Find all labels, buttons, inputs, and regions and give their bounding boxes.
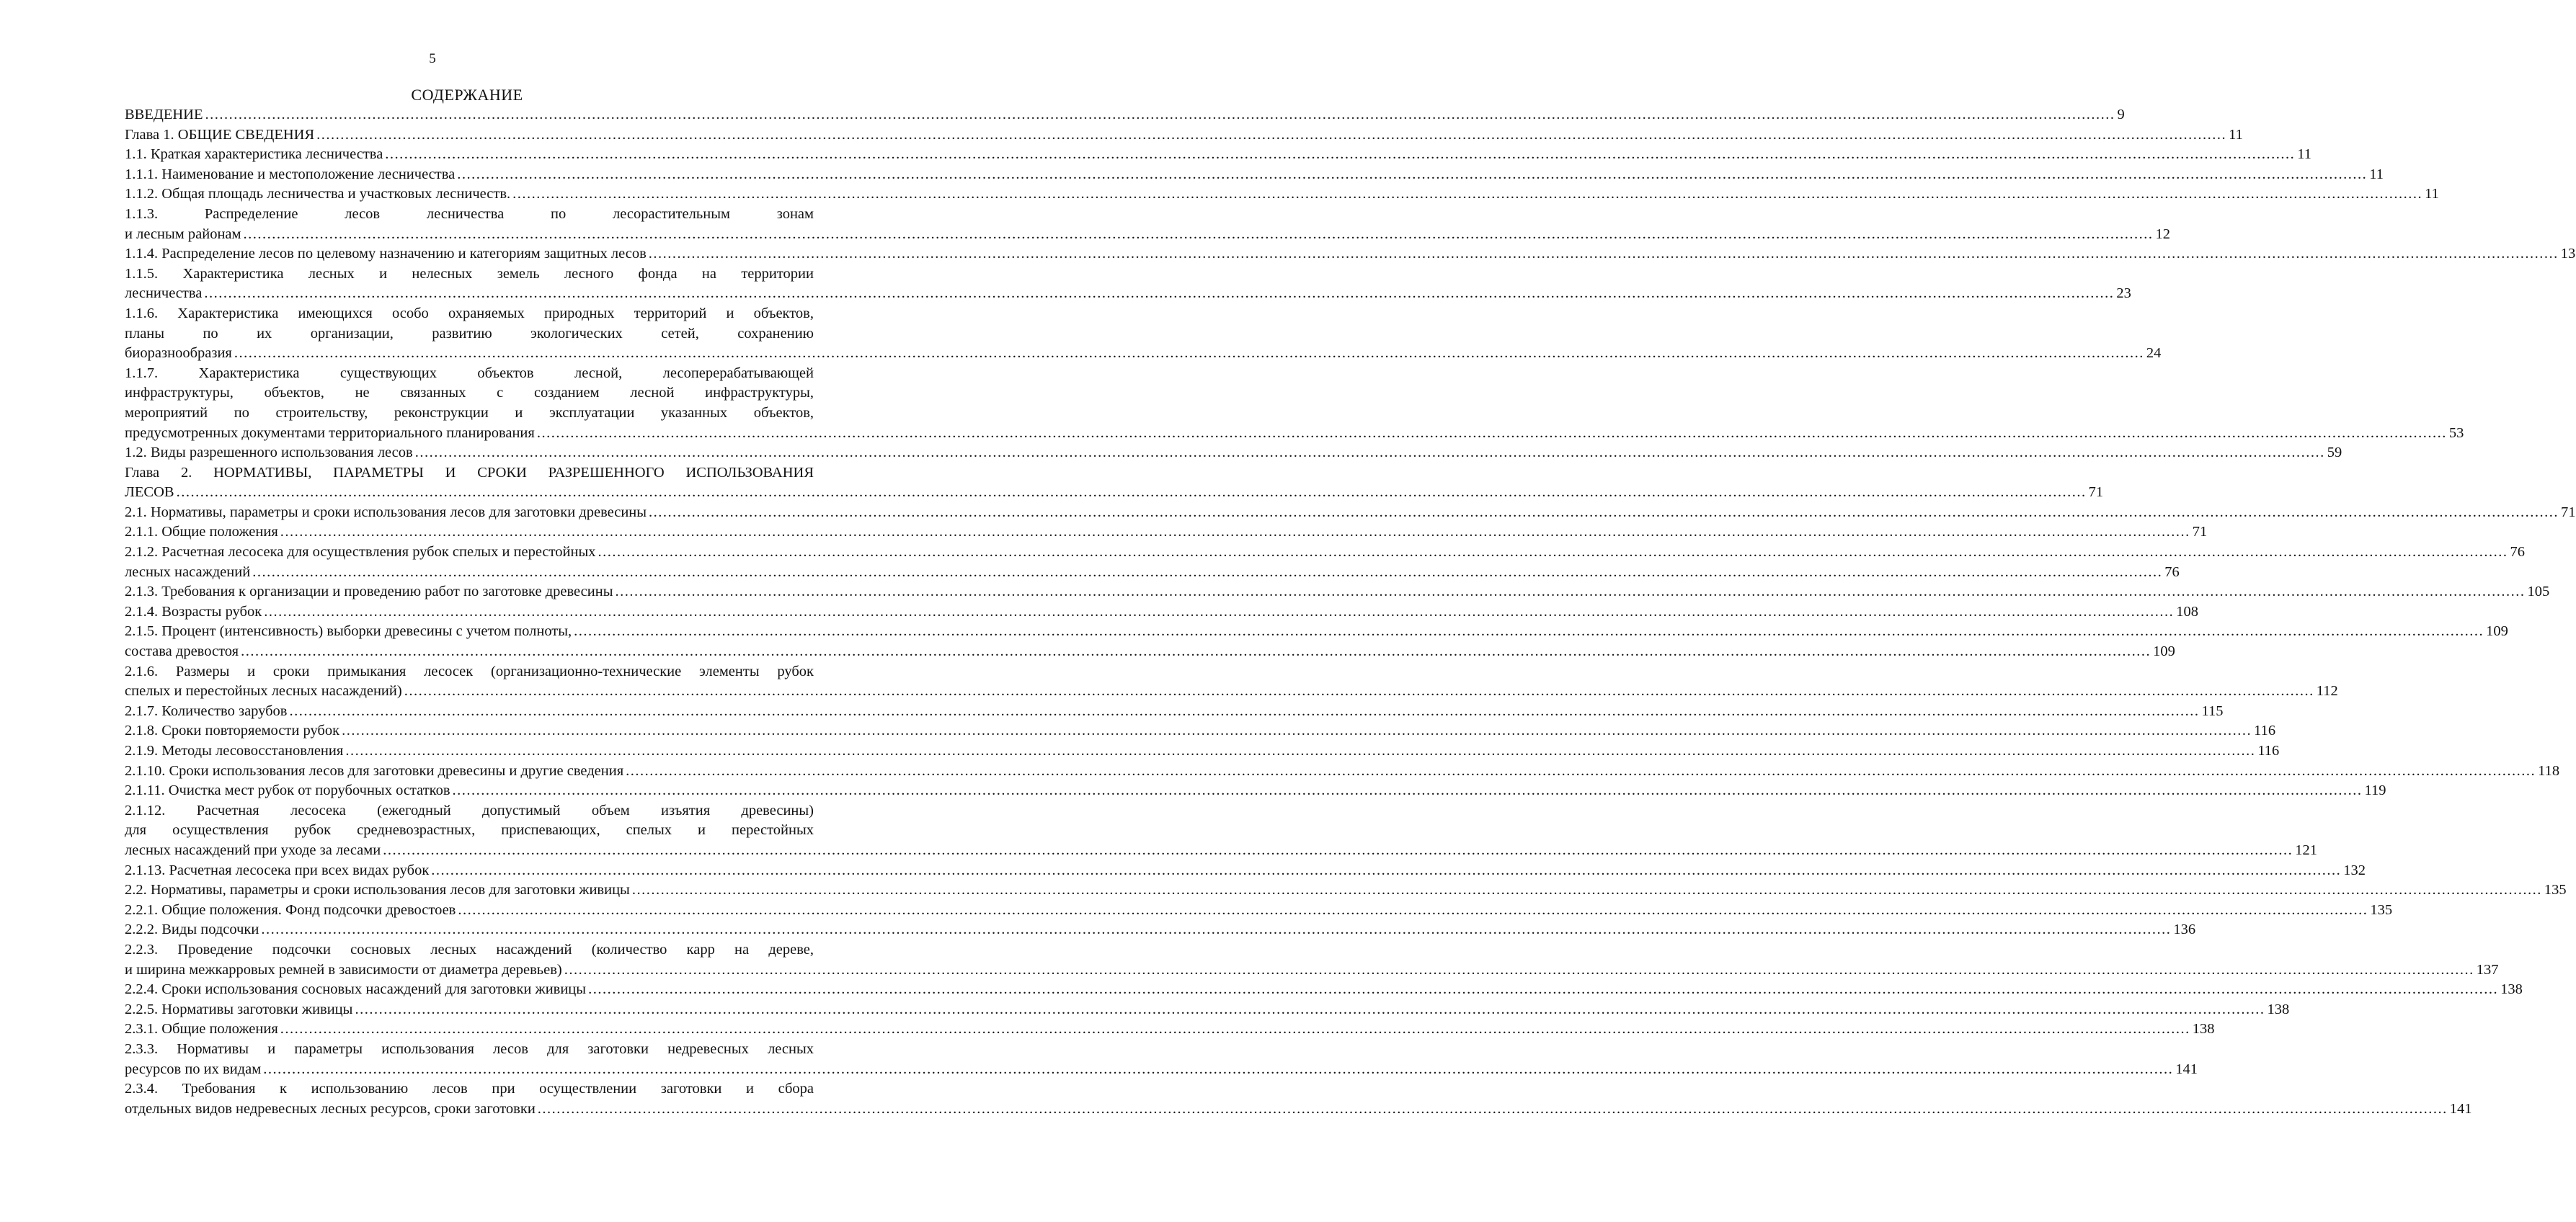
dot-leader: ................................................................................................................................................................................................................................................................................................................................................................................................................ [564,961,2474,978]
dot-leader: ................................................................................................................................................................................................................................................................................................................................................................................................................ [537,1100,2448,1117]
toc-entry-last-line [125,980,2523,1000]
toc-entry-line: для осуществления рубок средневозрастных, приспевающих, спелых и перестойных [125,822,814,839]
toc-entry [125,602,2198,623]
toc-entry-text: 2.3.1. Общие положения [125,1021,278,1038]
toc-page-number: 119 [2364,782,2386,799]
toc-page-number: 11 [2425,186,2439,202]
dot-leader: ................................................................................................................................................................................................................................................................................................................................................................................................................ [588,981,2499,998]
toc-entry [125,1079,2472,1119]
toc-page-number: 116 [2254,723,2276,739]
dot-leader: ................................................................................................................................................................................................................................................................................................................................................................................................................ [264,603,2175,620]
toc-entry-last-line [125,244,2576,264]
toc-entry-text: 2.1.8. Сроки повторяемости рубок [125,723,340,739]
toc-entry-last-line [125,1060,2198,1080]
toc-entry [125,184,2439,205]
toc-entry-text: 1.1.4. Распределение лесов по целевому назначению и категориям защитных лесов [125,246,647,262]
toc-entry-last-line [125,503,2576,523]
toc-entry-text: лесничества [125,285,203,302]
toc-entry-text: ВВЕДЕНИЕ [125,107,203,122]
toc-entry-text: спелых и перестойных лесных насаждений) [125,683,402,700]
toc-entry-text: и лесным районам [125,226,241,242]
toc-entry [125,762,2560,782]
table-of-contents [125,105,2576,1119]
toc-entry [125,1040,2198,1079]
toc-entry [125,443,2342,463]
toc-entry [125,503,2576,523]
toc-page-number: 11 [2297,146,2312,163]
dot-leader: ................................................................................................................................................................................................................................................................................................................................................................................................................ [280,1021,2190,1038]
toc-entry-text: 2.2.5. Нормативы заготовки живицы [125,1001,353,1017]
toc-entry-text: 2.1.11. Очистка мест рубок от порубочных остатков [125,782,450,799]
toc-page-number: 53 [2448,424,2464,441]
toc-entry-text: 2.1.7. Количество зарубов [125,703,288,719]
toc-entry-text: 2.1.3. Требования к организации и проведению работ по заготовке древесины [125,584,613,600]
toc-page-number: 11 [2369,166,2384,182]
toc-entry-last-line [125,960,2499,981]
toc-entry-last-line [125,741,2280,762]
toc-entry-last-line [125,702,2224,722]
toc-entry-text: 1.2. Виды разрешенного использования лесов [125,445,413,461]
toc-entry-line: 2.1.6. Размеры и сроки примыкания лесосек (организационно-технические элементы рубок [125,663,814,679]
dot-leader: ................................................................................................................................................................................................................................................................................................................................................................................................................ [431,862,2342,878]
toc-entry-last-line [125,1100,2472,1120]
toc-page-number: 59 [2327,445,2342,461]
dot-leader: ................................................................................................................................................................................................................................................................................................................................................................................................................ [383,842,2293,858]
toc-page-number: 132 [2343,862,2366,878]
toc-entry-text: 2.2.2. Виды подсочки [125,922,259,938]
toc-page-number: 141 [2449,1100,2472,1117]
toc-entry [125,1020,2215,1040]
toc-entry-line: инфраструктуры, объектов, не связанных с созданием лесной инфраструктуры, [125,385,814,401]
dot-leader: ................................................................................................................................................................................................................................................................................................................................................................................................................ [458,901,2368,918]
toc-page-number: 23 [2116,285,2131,302]
toc-entry [125,165,2384,185]
toc-page-number: 9 [2117,107,2125,122]
toc-entry [125,205,2170,244]
toc-page-number: 76 [2510,544,2525,561]
toc-entry-text: 2.1.9. Методы лесовосстановления [125,743,344,759]
toc-entry [125,880,2567,901]
toc-entry [125,662,2338,702]
toc-entry [125,741,2280,762]
dot-leader: ................................................................................................................................................................................................................................................................................................................................................................................................................ [631,882,2542,898]
dot-leader: ................................................................................................................................................................................................................................................................................................................................................................................................................ [414,445,2325,461]
toc-entry-text: 2.2. Нормативы, параметры и сроки использования лесов для заготовки живицы [125,882,630,898]
toc-entry-last-line [125,920,2196,940]
toc-entry-last-line [125,483,2104,503]
toc-entry [125,980,2523,1000]
dot-leader: ................................................................................................................................................................................................................................................................................................................................................................................................................ [243,226,2154,242]
toc-entry [125,543,2525,563]
toc-page-number: 12 [2155,226,2170,242]
dot-leader: ................................................................................................................................................................................................................................................................................................................................................................................................................ [204,285,2115,302]
toc-entry [125,145,2312,165]
toc-entry-last-line [125,344,2162,364]
toc-entry [125,642,2175,662]
toc-entry [125,920,2196,940]
toc-page-number: 138 [2500,981,2523,998]
dot-leader: ................................................................................................................................................................................................................................................................................................................................................................................................................ [404,683,2314,700]
toc-entry [125,563,2180,583]
toc-entry-text: 1.1.2. Общая площадь лесничества и участковых лесничеств. [125,186,511,202]
dot-leader: ................................................................................................................................................................................................................................................................................................................................................................................................................ [615,584,2526,600]
toc-entry-text: 2.2.1. Общие положения. Фонд подсочки древостоев [125,901,456,918]
toc-entry-last-line [125,901,2393,921]
toc-page-number: 76 [2164,563,2180,580]
toc-entry-text: 1.1. Краткая характеристика лесничества [125,146,383,163]
toc-entry-last-line [125,880,2567,901]
toc-entry-text: отдельных видов недревесных лесных ресурсов, сроки заготовки [125,1100,536,1117]
toc-entry-text: лесных насаждений при уходе за лесами [125,842,381,858]
toc-entry-text: 2.1.4. Возрасты рубок [125,603,262,620]
toc-entry-line: мероприятий по строительству, реконструкции и эксплуатации указанных объектов, [125,404,814,421]
toc-entry-last-line [125,721,2276,741]
toc-entry-line: 2.3.4. Требования к использованию лесов при осуществлении заготовки и сбора [125,1081,814,1097]
toc-entry-last-line [125,184,2439,205]
toc-entry-last-line [125,642,2175,662]
dot-leader: ................................................................................................................................................................................................................................................................................................................................................................................................................ [241,643,2151,660]
toc-entry [125,522,2208,543]
toc-entry-line: 2.2.3. Проведение подсочки сосновых лесных насаждений (количество карр на дереве, [125,941,814,958]
toc-entry-line: Глава 2. НОРМАТИВЫ, ПАРАМЕТРЫ И СРОКИ РАЗРЕШЕННОГО ИСПОЛЬЗОВАНИЯ [125,464,814,481]
toc-entry-text: 2.1.5. Процент (интенсивность) выборки древесины с учетом полноты, [125,623,572,640]
toc-entry [125,721,2276,741]
toc-entry-text: и ширина межкарровых ремней в зависимости от диаметра деревьев) [125,961,562,978]
dot-leader: ................................................................................................................................................................................................................................................................................................................................................................................................................ [263,1061,2174,1077]
page-number: 5 [429,51,436,66]
dot-leader: ................................................................................................................................................................................................................................................................................................................................................................................................................ [234,345,2144,362]
toc-entry [125,582,2550,602]
toc-entry-line: 1.1.7. Характеристика существующих объектов лесной, лесоперерабатывающей [125,365,814,381]
toc-page-number: 109 [2153,643,2175,660]
dot-leader: ................................................................................................................................................................................................................................................................................................................................................................................................................ [452,782,2363,799]
toc-page-number: 105 [2527,584,2550,600]
toc-entry-text: 2.1.2. Расчетная лесосека для осуществления рубок спелых и перестойных [125,544,596,561]
dot-leader: ................................................................................................................................................................................................................................................................................................................................................................................................................ [342,723,2252,739]
toc-entry-last-line [125,443,2342,463]
dot-leader: ................................................................................................................................................................................................................................................................................................................................................................................................................ [457,166,2368,182]
dot-leader: ................................................................................................................................................................................................................................................................................................................................................................................................................ [649,504,2559,520]
toc-page-number: 136 [2173,922,2196,938]
toc-entry-text: лесных насаждений [125,563,251,580]
toc-entry [125,1000,2290,1020]
toc-entry [125,264,2131,304]
toc-entry [125,861,2366,881]
dot-leader: ................................................................................................................................................................................................................................................................................................................................................................................................................ [574,623,2484,640]
toc-entry-text: 1.1.1. Наименование и местоположение лесничества [125,166,456,182]
toc-entry-text: 2.1.1. Общие положения [125,524,278,540]
toc-entry [125,463,2104,503]
toc-page-number: 13 [2560,246,2576,262]
toc-entry-text: Глава 1. ОБЩИЕ СВЕДЕНИЯ [125,126,315,143]
toc-page-number: 71 [2561,504,2576,520]
toc-entry-last-line [125,543,2525,563]
toc-page-number: 71 [2088,484,2104,501]
dot-leader: ................................................................................................................................................................................................................................................................................................................................................................................................................ [648,246,2559,262]
toc-entry-last-line [125,582,2550,602]
dot-leader: ................................................................................................................................................................................................................................................................................................................................................................................................................ [280,524,2190,540]
toc-page-number: 71 [2192,524,2208,540]
dot-leader: ................................................................................................................................................................................................................................................................................................................................................................................................................ [261,922,2172,938]
toc-entry [125,125,2243,146]
toc-entry-last-line [125,602,2198,623]
toc-page-number: 112 [2316,683,2338,700]
toc-entry-last-line [125,284,2131,304]
toc-page-number: 141 [2175,1061,2198,1077]
toc-entry-last-line [125,781,2386,801]
toc-page-number: 138 [2267,1001,2290,1017]
dot-leader: ................................................................................................................................................................................................................................................................................................................................................................................................................ [252,563,2163,580]
toc-page-number: 137 [2476,961,2499,978]
toc-entry-line: 1.1.5. Характеристика лесных и нелесных земель лесного фонда на территории [125,265,814,282]
toc-page-number: 115 [2201,703,2224,719]
toc-entry-line: 1.1.6. Характеристика имеющихся особо охраняемых природных территорий и объектов, [125,305,814,321]
toc-entry [125,304,2162,364]
toc-entry [125,622,2508,642]
toc-entry-last-line [125,125,2243,146]
toc-entry-text: состава древостоя [125,643,239,660]
toc-entry-line: 2.1.12. Расчетная лесосека (ежегодный допустимый объем изъятия древесины) [125,802,814,819]
dot-leader: ................................................................................................................................................................................................................................................................................................................................................................................................................ [598,544,2508,561]
toc-entry [125,940,2499,980]
toc-entry-last-line [125,105,2125,125]
toc-entry-last-line [125,682,2338,702]
toc-page-number: 116 [2257,743,2280,759]
toc-entry-last-line [125,165,2384,185]
toc-entry-text: 2.1.13. Расчетная лесосека при всех видах рубок [125,862,430,878]
toc-entry-last-line [125,762,2560,782]
toc-entry-last-line [125,522,2208,543]
toc-entry [125,781,2386,801]
toc-entry-line: 2.3.3. Нормативы и параметры использования лесов для заготовки недревесных лесных [125,1040,814,1057]
toc-entry-last-line [125,1020,2215,1040]
toc-entry-last-line [125,622,2508,642]
dot-leader: ................................................................................................................................................................................................................................................................................................................................................................................................................ [626,762,2536,779]
toc-entry [125,901,2393,921]
toc-entry-text: ЛЕСОВ [125,484,174,501]
dot-leader: ................................................................................................................................................................................................................................................................................................................................................................................................................ [536,424,2447,441]
toc-entry [125,801,2317,861]
toc-entry-last-line [125,841,2317,861]
toc-entry [125,702,2224,722]
toc-entry [125,244,2576,264]
toc-entry-last-line [125,563,2180,583]
toc-entry-text: предусмотренных документами территориального планирования [125,424,535,441]
toc-page-number: 11 [2229,126,2243,143]
dot-leader: ................................................................................................................................................................................................................................................................................................................................................................................................................ [289,703,2200,719]
dot-leader: ................................................................................................................................................................................................................................................................................................................................................................................................................ [345,743,2256,759]
toc-entry-last-line [125,145,2312,165]
toc-title: СОДЕРЖАНИЕ [411,86,523,104]
toc-page-number: 135 [2544,882,2567,898]
toc-page-number: 138 [2192,1021,2215,1038]
toc-entry-last-line [125,1000,2290,1020]
toc-entry-text: 2.1. Нормативы, параметры и сроки использования лесов для заготовки древесины [125,504,647,520]
toc-entry [125,105,2125,125]
toc-entry-text: 2.2.4. Сроки использования сосновых насаждений для заготовки живицы [125,981,587,998]
toc-page-number: 121 [2295,842,2317,858]
dot-leader: ................................................................................................................................................................................................................................................................................................................................................................................................................ [385,146,2296,163]
toc-entry-last-line [125,861,2366,881]
toc-entry-text: ресурсов по их видам [125,1061,262,1077]
dot-leader: ................................................................................................................................................................................................................................................................................................................................................................................................................ [176,484,2087,501]
toc-page-number: 108 [2176,603,2198,620]
toc-page-number: 118 [2538,762,2560,779]
toc-page-number: 24 [2146,345,2162,362]
toc-entry-last-line [125,225,2170,245]
toc-page-number: 135 [2370,901,2393,918]
toc-entry-text: биоразнообразия [125,345,232,362]
dot-leader: ................................................................................................................................................................................................................................................................................................................................................................................................................ [355,1001,2265,1017]
toc-entry-text: 2.1.10. Сроки использования лесов для заготовки древесины и другие сведения [125,762,624,779]
dot-leader: ................................................................................................................................................................................................................................................................................................................................................................................................................ [205,107,2115,122]
dot-leader: ................................................................................................................................................................................................................................................................................................................................................................................................................ [512,186,2423,202]
toc-entry-last-line [125,424,2464,444]
toc-entry [125,364,2464,443]
toc-entry-line: 1.1.3. Распределение лесов лесничества по лесорастительным зонам [125,205,814,222]
toc-page-number: 109 [2486,623,2508,640]
dot-leader: ................................................................................................................................................................................................................................................................................................................................................................................................................ [316,126,2227,143]
toc-entry-line: планы по их организации, развитию экологических сетей, сохранению [125,325,814,342]
